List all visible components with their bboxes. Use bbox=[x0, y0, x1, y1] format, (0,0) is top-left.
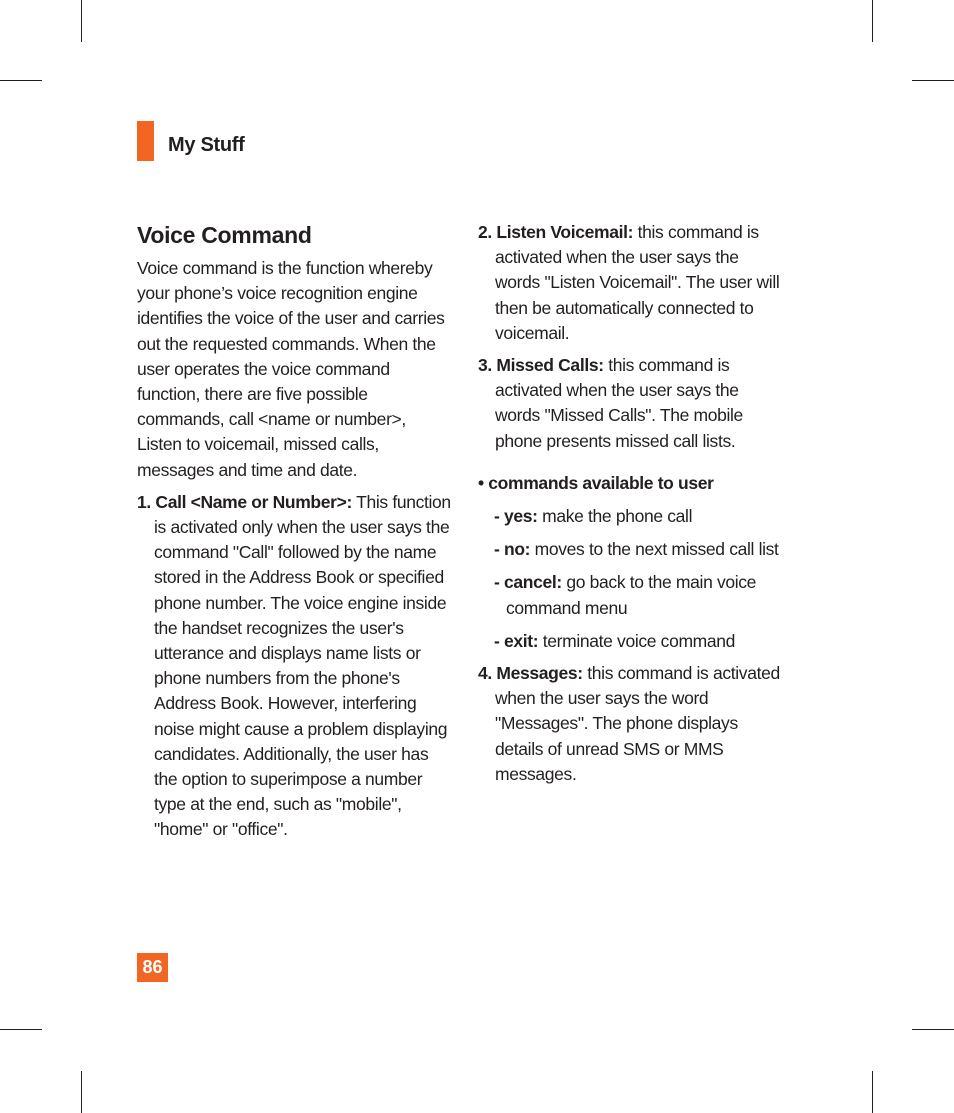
crop-mark bbox=[872, 0, 873, 42]
right-column bbox=[478, 220, 788, 787]
command-label: 1. Call <Name or Number>: bbox=[137, 491, 352, 512]
command-item-call bbox=[137, 490, 455, 843]
crop-mark bbox=[0, 1029, 42, 1030]
crop-mark bbox=[81, 0, 82, 42]
option-exit bbox=[478, 629, 788, 654]
section-title: My Stuff bbox=[168, 134, 245, 156]
command-label: 3. Missed Calls: bbox=[478, 355, 604, 376]
command-item-voicemail bbox=[478, 220, 788, 346]
crop-mark bbox=[912, 1029, 954, 1030]
commands-heading: • commands available to user bbox=[478, 472, 714, 493]
crop-mark bbox=[912, 80, 954, 81]
option-cancel bbox=[478, 570, 788, 620]
option-label: - exit: bbox=[494, 630, 539, 651]
command-text: this command is activated when the user says the words "Missed Calls". The mobile phone presents missed call lists. bbox=[495, 355, 743, 451]
option-label: - no: bbox=[494, 539, 531, 560]
left-column bbox=[137, 220, 455, 843]
option-text: terminate voice command bbox=[538, 630, 736, 651]
command-item-messages bbox=[478, 661, 788, 787]
option-text: make the phone call bbox=[537, 506, 693, 527]
option-label: - cancel: bbox=[494, 572, 562, 593]
crop-mark bbox=[81, 1071, 82, 1113]
section-marker bbox=[137, 121, 154, 161]
command-label: 2. Listen Voicemail: bbox=[478, 222, 634, 242]
option-text: go back to the main voice command menu bbox=[506, 572, 757, 618]
crop-mark bbox=[872, 1071, 873, 1113]
command-label: 4. Messages: bbox=[478, 663, 583, 684]
command-item-missed-calls bbox=[478, 353, 788, 454]
intro-paragraph: Voice command is the function whereby your phone’s voice recognition engine identifies the voice of the user and carries out the requested commands. When the user operates the voice command function, there are five possible commands, call <name or number>, Listen to voicemail, missed calls, messages and time and date. bbox=[137, 258, 445, 480]
crop-mark bbox=[0, 80, 42, 81]
command-text: This function is activated only when the user says the command "Call" followed by the name stored in the Address Book or specified phone number. The voice engine inside the handset recognizes the user's utterance and displays name lists or phone numbers from the phone's Address Book. However, interfering noise might cause a problem displaying candidates. Additionally, the user has the option to superimpose a number type at the end, such as "mobile", "home" or "office". bbox=[154, 491, 451, 840]
option-yes bbox=[478, 504, 788, 529]
command-text: this command is activated when the user says the words "Listen Voicemail". The user will then be automatically connected to voicemail. bbox=[495, 222, 780, 343]
option-text: moves to the next missed call list bbox=[530, 539, 779, 560]
option-label: - yes: bbox=[494, 506, 538, 527]
option-no bbox=[478, 537, 788, 562]
command-text: this command is activated when the user says the word "Messages". The phone displays details of unread SMS or MMS messages. bbox=[495, 663, 780, 784]
page-number: 86 bbox=[137, 953, 168, 982]
page-title: Voice Command bbox=[137, 222, 312, 248]
